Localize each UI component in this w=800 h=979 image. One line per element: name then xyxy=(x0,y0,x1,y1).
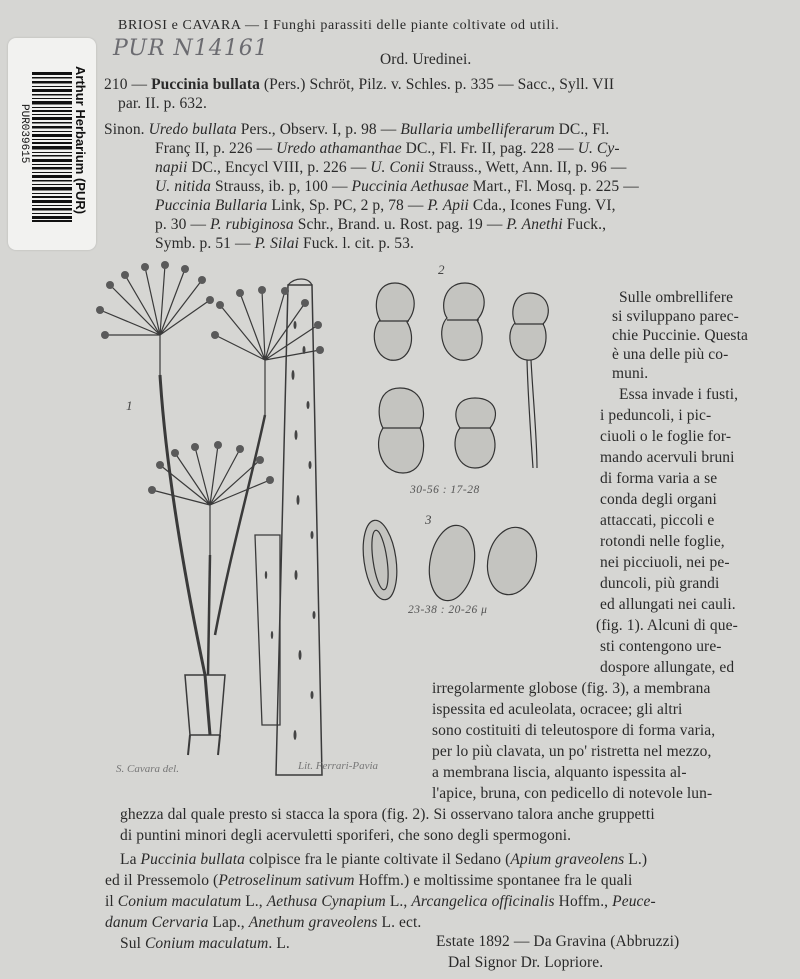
description-line: Sulle ombrellifere xyxy=(619,289,734,306)
synonym-line: Puccinia Bullaria Link, Sp. PC, 2 p, 78 — P. Apii Cda., Icones Fung. VI, xyxy=(155,197,616,214)
page-header: BRIOSI e CAVARA — I Funghi parassiti delle piante coltivate od utili. xyxy=(118,18,560,33)
description-line: ed allungati nei cauli. xyxy=(600,596,736,613)
handwritten-accession: PUR N14161 xyxy=(113,36,269,61)
artist-signature: S. Cavara del. xyxy=(116,763,179,775)
uredospore-figure xyxy=(360,515,550,605)
hosts-line: danum Cervaria Lap., Anethum graveolens L. ect. xyxy=(105,914,422,931)
figure-3-label: 3 xyxy=(425,512,432,527)
description-line: nei picciuoli, nei pe- xyxy=(600,554,730,571)
specimen-host: Sul Conium maculatum. L. xyxy=(120,935,290,952)
lithographer-signature: Lit. Ferrari-Pavia xyxy=(298,760,379,772)
description-line: di forma varia a se xyxy=(600,470,718,487)
description-line: duncoli, più grandi xyxy=(600,575,720,592)
hosts-line: ed il Pressemolo (Petroselinum sativum Hoffm.) e moltissime spontanee fra le quali xyxy=(105,872,633,889)
description-line: (fig. 1). Alcuni di que- xyxy=(596,617,738,634)
synonym-line: Symb. p. 51 — P. Silai Fuck. l. cit. p. 53. xyxy=(155,235,414,252)
description-line: irregolarmente globose (fig. 3), a membrana xyxy=(432,680,711,697)
synonym-line: p. 30 — P. rubiginosa Schr., Brand. u. Rost. pag. 19 — P. Anethi Fuck., xyxy=(155,216,607,233)
species-name: Puccinia bullata xyxy=(151,76,260,93)
teleutospore-figure xyxy=(365,278,580,488)
figure-3-scale: 23-38 : 20-26 μ xyxy=(408,604,488,616)
description-line: l'apice, bruna, con pedicello di notevole lun- xyxy=(432,785,713,802)
order-heading: Ord. Uredinei. xyxy=(380,51,472,68)
description-line: di puntini minori degli acervuletti sporiferi, che sono degli spermogoni. xyxy=(120,827,572,844)
herbarium-label xyxy=(8,38,96,250)
herbarium-name: Arthur Herbarium (PUR) xyxy=(73,66,88,215)
description-line: per lo più clavata, un po' ristretta nel mezzo, xyxy=(432,743,712,760)
description-line: sono costituiti di teleutospore di forma varia, xyxy=(432,722,716,739)
synonym-line: U. nitida Strauss, ib. p, 100 — Puccinia Aethusae Mart., Fl. Mosq. p. 225 — xyxy=(155,178,639,195)
hosts-line: La Puccinia bullata colpisce fra le piante coltivate il Sedano (Apium graveolens L.) xyxy=(120,851,648,868)
description-line: rotondi nelle foglie, xyxy=(600,533,725,550)
umbel-top-left xyxy=(100,265,210,375)
description-line: ghezza dal quale presto si stacca la spora (fig. 2). Si osservano talora anche gruppetti xyxy=(120,806,655,823)
description-line: muni. xyxy=(612,365,649,382)
description-line: chie Puccinie. Questa xyxy=(612,327,748,344)
entry-reference: par. II. p. 632. xyxy=(118,95,207,112)
synonym-line: Sinon. Uredo bullata Pers., Observ. I, p. 98 — Bullaria umbelliferarum DC., Fl. xyxy=(104,121,610,138)
figure-2-scale: 30-56 : 17-28 xyxy=(410,484,480,496)
synonym-line: Franç II, p. 226 — Uredo athamanthae DC., Fl. Fr. II, pag. 228 — U. Cy- xyxy=(155,140,620,157)
figure-1-label: 1 xyxy=(126,398,133,413)
description-line: mando acervuli bruni xyxy=(600,449,735,466)
description-line: ciuoli o le foglie for- xyxy=(600,428,732,445)
description-line: ispessita ed aculeolata, ocracee; gli altri xyxy=(432,701,683,718)
hosts-line: il Conium maculatum L., Aethusa Cynapium L., Arcangelica officinalis Hoffm., Peuce- xyxy=(105,893,656,910)
collector: Dal Signor Dr. Lopriore. xyxy=(448,954,604,971)
description-line: Essa invade i fusti, xyxy=(619,386,739,403)
collection-date-locality: Estate 1892 — Da Gravina (Abbruzzi) xyxy=(436,933,680,950)
description-line: a membrana liscia, alquanto ispessita al- xyxy=(432,764,687,781)
description-line: attaccati, piccoli e xyxy=(600,512,715,529)
description-line: è una delle più co- xyxy=(612,346,729,363)
entry-title: 210 — Puccinia bullata (Pers.) Schröt, Pilz. v. Schles. p. 335 — Sacc., Syll. VII xyxy=(104,76,615,93)
description-line: conda degli organi xyxy=(600,491,717,508)
synonym-line: napii DC., Encycl VIII, p. 226 — U. Conii Strauss., Wett, Ann. II, p. 96 — xyxy=(155,159,627,176)
barcode xyxy=(32,72,72,222)
description-line: sti contengono ure- xyxy=(600,638,722,655)
description-line: si sviluppano parec- xyxy=(612,308,739,325)
figure-2-label: 2 xyxy=(438,262,445,277)
description-line: i peduncoli, i pic- xyxy=(600,407,712,424)
herbarium-code: PUR039615 xyxy=(18,104,30,164)
description-line: dospore allungate, ed xyxy=(600,659,735,676)
